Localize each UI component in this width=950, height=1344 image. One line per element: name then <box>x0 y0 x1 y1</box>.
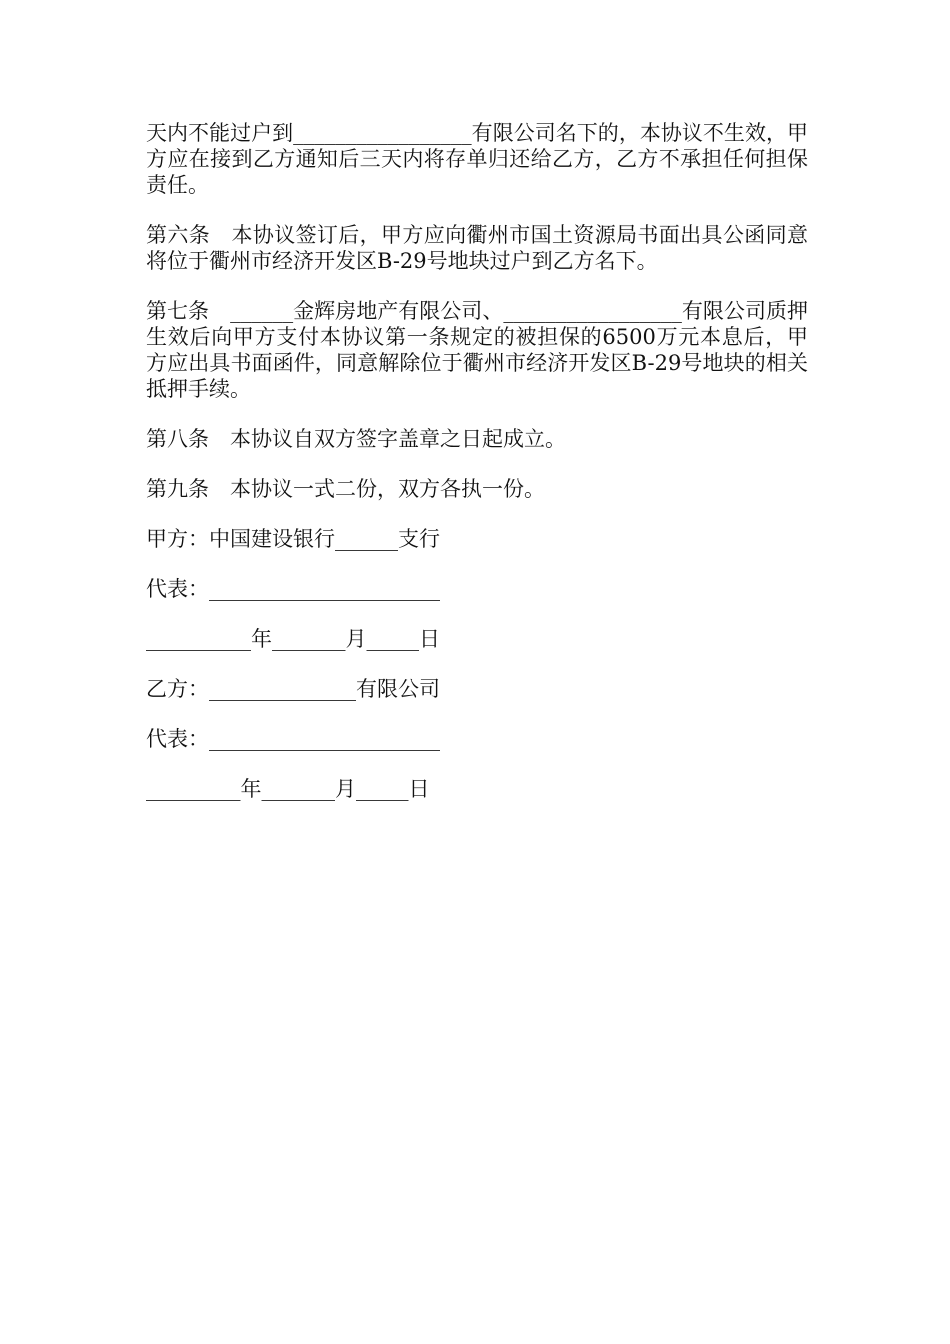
clause-7: 第七条 ______金辉房地产有限公司、_________________有限公司质押生效后向甲方支付本协议第一条规定的被担保的6500万元本息后，甲方应出具书面函件，同意解除位于衢州市经济开发区B-29号地块的相关抵押手续。 <box>146 299 808 401</box>
clause-continuation: 天内不能过户到_________________有限公司名下的，本协议不生效，甲方应在接到乙方通知后三天内将存单归还给乙方，乙方不承担任何担保责任。 <box>146 121 808 197</box>
document-page <box>146 120 808 826</box>
clause-9: 第九条 本协议一式二份，双方各执一份。 <box>146 477 545 501</box>
party-a-representative: 代表：______________________ <box>146 577 440 601</box>
party-b-line: 乙方：______________有限公司 <box>146 677 440 701</box>
party-a-line: 甲方：中国建设银行______支行 <box>146 527 440 551</box>
clause-6: 第六条 本协议签订后，甲方应向衢州市国土资源局书面出具公函同意将位于衢州市经济开发区B-29号地块过户到乙方名下。 <box>146 223 808 273</box>
clause-8: 第八条 本协议自双方签字盖章之日起成立。 <box>146 427 566 451</box>
party-a-date: __________年_______月_____日 <box>146 627 440 651</box>
party-b-representative: 代表：______________________ <box>146 727 440 751</box>
party-b-date: _________年_______月_____日 <box>146 777 430 801</box>
